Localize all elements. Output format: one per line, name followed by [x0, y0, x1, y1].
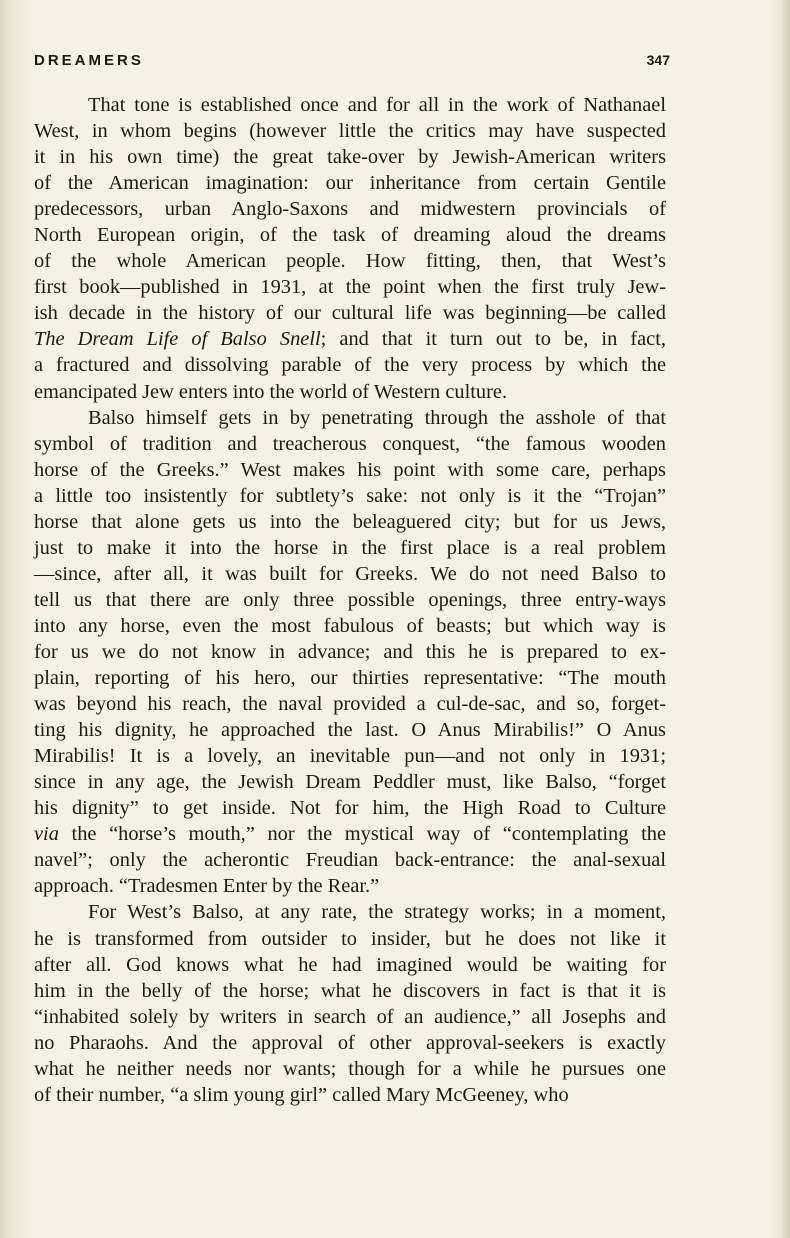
- text-line: of the American imagination: our inheritance from certain Gentile: [34, 172, 666, 195]
- text-line: plain, reporting of his hero, our thirties representative: “The mouth: [34, 667, 666, 690]
- text-line: after all. God knows what he had imagined would be waiting for: [34, 953, 666, 976]
- text-line: navel”; only the acherontic Freudian back-entrance: the anal-sexual: [34, 849, 666, 872]
- text-line: Mirabilis! It is a lovely, an inevitable pun—and not only in 1931;: [34, 745, 666, 768]
- text-line: him in the belly of the horse; what he discovers in fact is that it is: [34, 979, 666, 1002]
- text-line: via the “horse’s mouth,” nor the mystical way of “contemplating the: [34, 823, 666, 846]
- text-line: for us we do not know in advance; and this he is prepared to ex-: [34, 640, 666, 663]
- text-line: —since, after all, it was built for Greeks. We do not need Balso to: [34, 562, 666, 585]
- text-line: ting his dignity, he approached the last. O Anus Mirabilis!” O Anus: [34, 719, 666, 742]
- text-line: West, in whom begins (however little the critics may have suspected: [34, 120, 666, 143]
- text-line: “inhabited solely by writers in search of an audience,” all Josephs and: [34, 1005, 666, 1028]
- page-header: [34, 52, 670, 69]
- text-line: first book—published in 1931, at the point when the first truly Jew-: [34, 276, 666, 299]
- text-line: horse that alone gets us into the beleaguered city; but for us Jews,: [34, 510, 666, 533]
- text-line: it in his own time) the great take-over by Jewish-American writers: [34, 146, 666, 169]
- text-line: ish decade in the history of our cultural life was beginning—be called: [34, 302, 666, 325]
- text-line: The Dream Life of Balso Snell; and that it turn out to be, in fact,: [34, 328, 666, 351]
- text-line: symbol of tradition and treacherous conquest, “the famous wooden: [34, 432, 666, 455]
- text-line: what he neither needs nor wants; though for a while he pursues one: [34, 1057, 666, 1080]
- body-text: [34, 92, 666, 1108]
- text-line: no Pharaohs. And the approval of other approval-seekers is exactly: [34, 1031, 666, 1054]
- text-line: just to make it into the horse in the first place is a real problem: [34, 536, 666, 559]
- paragraph: [34, 405, 666, 900]
- text-line: approach. “Tradesmen Enter by the Rear.”: [34, 875, 380, 898]
- text-line: emancipated Jew enters into the world of Western culture.: [34, 380, 508, 403]
- text-line: That tone is established once and for all in the work of Nathanael: [88, 94, 666, 116]
- running-head: DREAMERS: [34, 52, 144, 69]
- paragraph: [34, 899, 666, 1107]
- paragraph: [34, 92, 666, 405]
- text-line: a little too insistently for subtlety’s sake: not only is it the “Trojan”: [34, 484, 666, 507]
- text-line: into any horse, even the most fabulous of beasts; but which way is: [34, 614, 666, 637]
- text-line: predecessors, urban Anglo-Saxons and midwestern provincials of: [34, 198, 666, 221]
- text-line: a fractured and dissolving parable of the very process by which the: [34, 354, 666, 377]
- text-line: was beyond his reach, the naval provided a cul-de-sac, and so, forget-: [34, 693, 666, 716]
- text-line: he is transformed from outsider to insider, but he does not like it: [34, 927, 666, 950]
- text-line: horse of the Greeks.” West makes his point with some care, perhaps: [34, 458, 666, 481]
- text-line: North European origin, of the task of dreaming aloud the dreams: [34, 224, 666, 247]
- paragraphs: [34, 92, 666, 1108]
- text-line: of their number, “a slim young girl” called Mary McGeeney, who: [34, 1083, 569, 1106]
- text-line: of the whole American people. How fitting, then, that West’s: [34, 250, 666, 273]
- page-number: 347: [646, 52, 670, 68]
- text-line: tell us that there are only three possible openings, three entry-ways: [34, 588, 666, 611]
- text-line: since in any age, the Jewish Dream Peddler must, like Balso, “forget: [34, 771, 666, 794]
- text-line: his dignity” to get inside. Not for him, the High Road to Culture: [34, 797, 666, 820]
- text-line: Balso himself gets in by penetrating through the asshole of that: [88, 406, 666, 429]
- text-line: For West’s Balso, at any rate, the strategy works; in a moment,: [88, 901, 666, 924]
